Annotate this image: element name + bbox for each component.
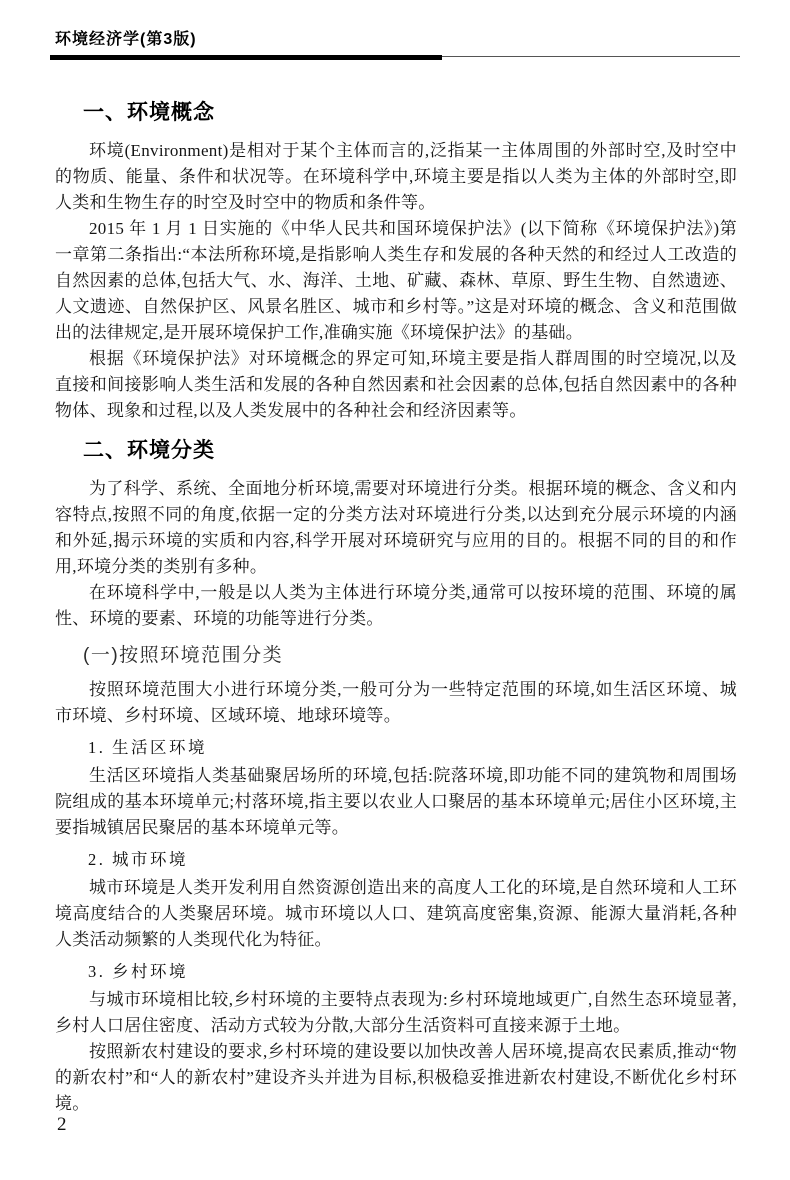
paragraph: 按照环境范围大小进行环境分类,一般可分为一些特定范围的环境,如生活区环境、城市环境、乡村环境、区域环境、地球环境等。	[55, 680, 737, 725]
paragraph: 根据《环境保护法》对环境概念的界定可知,环境主要是指人群周围的时空境况,以及直接和间接影响人类生活和发展的各种自然因素和社会因素的总体,包括自然因素中的各种物体、现象和过程,以及人类发展中的各种社会和经济因素等。	[55, 349, 737, 420]
page-content	[55, 96, 737, 1117]
paragraph: 生活区环境指人类基础聚居场所的环境,包括:院落环境,即功能不同的建筑物和周围场院组成的基本环境单元;村落环境,指主要以农业人口聚居的基本环境单元;居住小区环境,主要指城镇居民聚居的基本环境单元等。	[55, 766, 737, 837]
page-number: 2	[57, 1114, 67, 1135]
section-heading-environment-concept: 一、环境概念	[83, 101, 215, 124]
item-heading-rural-environment: 3. 乡村环境	[88, 962, 188, 981]
header-rule	[55, 55, 740, 61]
running-head-title: 环境经济学(第3版)	[55, 31, 197, 48]
section-heading-environment-classification: 二、环境分类	[83, 439, 215, 462]
item-heading-urban-environment: 2. 城市环境	[88, 850, 188, 869]
paragraph: 按照新农村建设的要求,乡村环境的建设要以加快改善人居环境,提高农民素质,推动“物的新农村”和“人的新农村”建设齐头并进为目标,积极稳妥推进新农村建设,不断优化乡村环境。	[55, 1042, 737, 1113]
paragraph: 在环境科学中,一般是以人类为主体进行环境分类,通常可以按环境的范围、环境的属性、环境的要素、环境的功能等进行分类。	[55, 583, 737, 628]
paragraph: 2015 年 1 月 1 日实施的《中华人民共和国环境保护法》(以下简称《环境保护法》)第一章第二条指出:“本法所称环境,是指影响人类生存和发展的各种天然的和经过人工改造的自然因素的总体,包括大气、水、海洋、土地、矿藏、森林、草原、野生生物、自然遗迹、人文遗迹、自然保护区、风景名胜区、城市和乡村等。”这是对环境的概念、含义和范围做出的法律规定,是开展环境保护工作,准确实施《环境保护法》的基础。	[55, 219, 737, 342]
running-head	[55, 26, 740, 61]
paragraph: 为了科学、系统、全面地分析环境,需要对环境进行分类。根据环境的概念、含义和内容特点,按照不同的角度,依据一定的分类方法对环境进行分类,以达到充分展示环境的内涵和外延,揭示环境的实质和内容,科学开展对环境研究与应用的目的。根据不同的目的和作用,环境分类的类别有多种。	[55, 479, 737, 576]
paragraph: 与城市环境相比较,乡村环境的主要特点表现为:乡村环境地域更广,自然生态环境显著,乡村人口居住密度、活动方式较为分散,大部分生活资料可直接来源于土地。	[55, 990, 737, 1035]
subsection-heading-classification-by-scope: (一)按照环境范围分类	[83, 645, 284, 666]
page-footer	[57, 1114, 67, 1136]
paragraph: 城市环境是人类开发利用自然资源创造出来的高度人工化的环境,是自然环境和人工环境高度结合的人类聚居环境。城市环境以人口、建筑高度密集,资源、能源大量消耗,各种人类活动频繁的人类现代化为特征。	[55, 878, 737, 949]
header-rule-thick-bar	[50, 55, 442, 60]
item-heading-living-area-environment: 1. 生活区环境	[88, 738, 207, 757]
paragraph: 环境(Environment)是相对于某个主体而言的,泛指某一主体周围的外部时空,及时空中的物质、能量、条件和状况等。在环境科学中,环境主要是指以人类为主体的外部时空,即人类和生物生存的时空及时空中的物质和条件等。	[55, 141, 737, 212]
